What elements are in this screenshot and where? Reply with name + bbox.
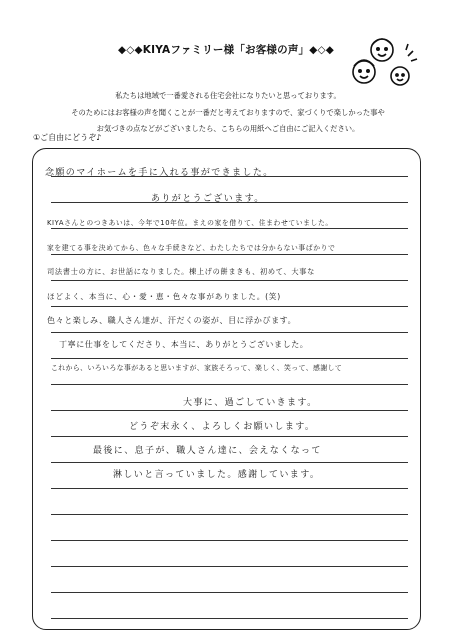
handwritten-line: 淋しいと言っていました。感謝しています。 [113,470,321,480]
handwritten-line: 念願のマイホームを手に入れる事ができました。 [45,168,274,178]
handwritten-line: 大事に、過ごしていきます。 [183,398,318,408]
intro-text [18,88,438,138]
intro-line: そのためにはお客様の声を聞くことが一番だと考えておりますので、家づくりで楽しかった事や [71,107,385,117]
handwritten-comment [33,149,420,629]
family-faces-icon [348,36,420,94]
handwritten-line: 丁寧に仕事をしてくださり、本当に、ありがとうございました。 [59,340,309,349]
handwritten-line: 最後に、息子が、職人さん達に、会えなくなって [93,446,322,456]
free-comment-prompt: ①ご自由にどうぞ♪ [33,133,102,142]
handwritten-line: ほどよく、本当に、心・愛・恵・色々な事がありました。(笑) [47,292,282,301]
intro-line: お気づきの点などがございましたら、こちらの用紙へご自由にご記入ください。 [96,124,360,133]
handwritten-line: これから、いろいろな事があると思いますが、家族そろって、楽しく、笑って、感謝して [51,364,343,372]
intro-line: 私たちは地域で一番愛される住宅会社になりたいと思っております。 [115,91,341,100]
handwritten-line: KIYAさんとのつきあいは、今年で10年位。まえの家を借りて、住まわせていました。 [47,219,333,227]
handwritten-line: 司法書士の方に、お世話になりました。棟上げの餅まきも、初めて、大事な [47,267,316,276]
comment-box [32,148,421,630]
handwritten-line: ありがとうございます。 [151,194,265,204]
handwritten-line: どうぞ末永く、よろしくお願いします。 [129,422,316,432]
handwritten-line: 色々と楽しみ、職人さん達が、汗だくの姿が、目に浮かびます。 [47,316,297,325]
form-title: ◆◇◆KIYAファミリー様「お客様の声」◆◇◆ [117,44,335,56]
handwritten-line: 家を建てる事を決めてから、色々な手続きなど、わたしたちでは分からない事ばかりで [47,244,336,252]
